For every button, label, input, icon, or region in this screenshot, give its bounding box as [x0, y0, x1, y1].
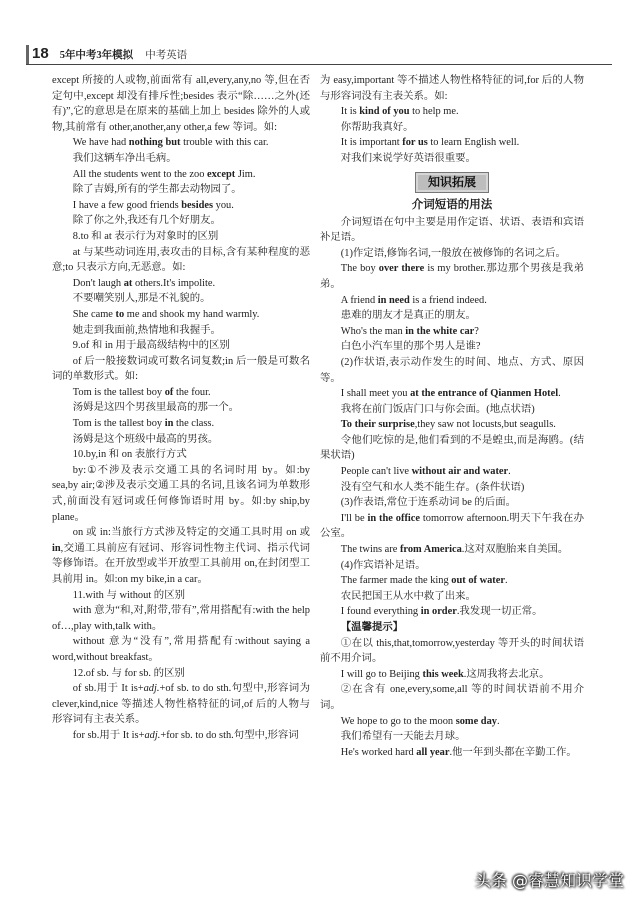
text-run: is my brother.那边那个男孩是我弟弟。 — [320, 263, 585, 290]
text-run: I found everything — [340, 606, 421, 618]
bold-text-run: in order — [420, 606, 457, 618]
paragraph — [320, 386, 584, 402]
paragraph — [320, 151, 584, 167]
paragraph — [320, 745, 584, 761]
paragraph — [52, 400, 310, 416]
text-run: +for sb. to do sth.句型中,形容词 — [160, 729, 299, 741]
text-run: 11.with 与 without 的区别 — [72, 589, 185, 601]
paragraph — [320, 573, 584, 589]
text-run: (3)作表语,常位于连系动词 be 的后面。 — [340, 497, 516, 509]
text-run: on 或 in:当旅行方式涉及特定的交通工具时用 on 或 — [72, 527, 310, 539]
text-run: with 意为“和,对,附带,带有”,常用搭配有:with the help of…,play with,talk with。 — [52, 605, 310, 632]
text-run: 介词短语在句中主要是用作定语、状语、表语和宾语补足语。 — [320, 216, 584, 244]
bold-text-run: at — [123, 277, 133, 289]
text-run: Tom is the tallest boy — [72, 418, 165, 430]
text-run: 为 easy,important 等不描述人物性格特征的词,for 后的人物与形容词没有主表关系。如: — [320, 75, 584, 102]
continued-paragraph — [320, 73, 584, 104]
book-series-title: 5年中考3年模拟 — [59, 50, 134, 61]
bold-text-run: at the entrance of Qianmen Hotel — [410, 388, 559, 400]
text-run: .这周我将去北京。 — [463, 668, 550, 680]
text-run: ②在含有 one,every,some,all 等的时间状语前不用介词。 — [320, 684, 584, 711]
text-run: you. — [213, 199, 234, 211]
paragraph — [320, 215, 584, 246]
paragraph — [52, 182, 310, 198]
paragraph — [52, 432, 310, 448]
paragraph — [320, 542, 584, 558]
subsection-heading — [52, 447, 310, 463]
paragraph — [52, 634, 310, 665]
text-run: Don't laugh — [72, 277, 124, 289]
paragraph — [320, 682, 584, 713]
text-run: 汤姆是这四个男孩里最高的那一个。 — [72, 402, 240, 414]
bold-text-run: in — [52, 542, 61, 554]
paragraph — [52, 135, 310, 151]
paragraph — [320, 667, 584, 683]
paragraph — [320, 480, 584, 496]
text-run: 我将在前门饭店门口与你会面。(地点状语) — [340, 403, 535, 415]
bold-text-run: all year — [416, 746, 450, 758]
text-run: A friend — [340, 294, 378, 306]
text-run: the four. — [173, 386, 211, 398]
paragraph — [52, 323, 310, 339]
paragraph — [320, 433, 584, 464]
paragraph — [52, 525, 310, 587]
subsection-heading — [52, 666, 310, 682]
subject-label: 中考英语 — [145, 50, 188, 61]
text-run: adj. — [144, 729, 161, 741]
subsection-heading — [52, 588, 310, 604]
text-run: .这对双胞胎来自美国。 — [461, 544, 569, 556]
watermark: 头条 @睿慧知识学堂 — [474, 871, 624, 890]
text-run: .他一年到头都在辛勤工作。 — [449, 746, 577, 758]
text-run: The farmer made the king — [340, 575, 452, 587]
text-run: 我们这辆车净出毛病。 — [72, 152, 177, 164]
paragraph — [52, 354, 310, 385]
bold-text-run: except — [207, 168, 236, 180]
paragraph — [52, 245, 310, 276]
bold-text-run: from America — [399, 544, 462, 556]
bold-text-run: besides — [181, 199, 214, 211]
text-run: It is — [340, 106, 360, 118]
text-run: 对我们来说学好英语很重要。 — [340, 152, 476, 164]
continued-paragraph — [52, 73, 310, 135]
paragraph — [320, 417, 584, 433]
text-run: . — [558, 388, 561, 400]
text-run: The twins are — [340, 544, 400, 556]
text-run: 知识拓展 — [415, 172, 489, 193]
text-run: to help me. — [409, 106, 459, 118]
text-run: 【温馨提示】 — [340, 622, 404, 633]
text-run: except 所接的人或物,前面常有 all,every,any,no 等,但在否定句中,except 却没有排斥性;besides 表示“除……之外(还有)”,它的意思是在原来的基础上加上 besides 除外的人或物,其前常有 other,another,any other,a few 等词。如: — [52, 75, 310, 133]
bold-text-run: without air and water — [411, 466, 509, 478]
text-run: It is important — [340, 137, 403, 149]
paragraph — [320, 355, 584, 386]
text-run: 8.to 和 at 表示行为对象时的区别 — [72, 230, 219, 242]
text-run: without 意为“没有”,常用搭配有:without saying a word,without breakfast。 — [52, 636, 310, 663]
paragraph — [320, 339, 584, 355]
text-run: the class. — [173, 418, 215, 430]
text-run: others.It's impolite. — [132, 277, 216, 289]
section-banner — [320, 172, 584, 193]
text-run: (2)作状语,表示动作发生的时间、地点、方式、原因等。 — [320, 356, 584, 384]
bold-text-run: in the white car — [405, 325, 475, 337]
text-run: trouble with this car. — [180, 137, 269, 149]
text-run: 没有空气和水人类不能生存。(条件状语) — [340, 481, 525, 493]
text-run: 患难的朋友才是真正的朋友。 — [340, 310, 476, 322]
text-run: . — [496, 715, 500, 727]
text-run: ,they saw not locusts,but seagulls. — [414, 419, 556, 431]
text-run: The boy — [340, 263, 379, 275]
bold-text-run: some day — [455, 715, 497, 727]
text-run: I shall meet you — [340, 388, 411, 400]
paragraph — [320, 604, 584, 620]
text-run: 我们希望有一天能去月球。 — [340, 731, 466, 743]
text-run: . — [504, 575, 508, 587]
text-run: All the students went to the zoo — [72, 168, 207, 180]
paragraph — [320, 495, 584, 511]
page-number: 18 — [26, 45, 52, 64]
text-run: People can't live — [340, 466, 412, 478]
text-run: I will go to Beijing — [340, 668, 423, 680]
tip-label — [320, 620, 584, 636]
text-run: adj. — [143, 683, 160, 695]
bold-text-run: for us — [402, 137, 428, 149]
bold-text-run: To their surprise — [340, 419, 415, 431]
text-run: Tom is the tallest boy — [72, 386, 165, 398]
paragraph — [52, 681, 310, 728]
paragraph — [52, 416, 310, 432]
paragraph — [52, 151, 310, 167]
text-run: +of sb. to do sth.句型中,形容词为 clever,kind,nice 等描述人物性格特征的词,of 后的人物与形容词有主表关系。 — [52, 683, 310, 726]
text-run: . — [508, 466, 511, 478]
text-run: 不要嘲笑别人,那是不礼貌的。 — [72, 293, 211, 305]
page-header — [26, 44, 612, 65]
paragraph — [52, 603, 310, 634]
paragraph — [52, 167, 310, 183]
paragraph — [52, 463, 310, 525]
paragraph — [52, 385, 310, 401]
paragraph — [52, 728, 310, 744]
text-run: is a friend indeed. — [409, 294, 487, 306]
paragraph — [320, 261, 584, 292]
text-run: He's worked hard — [340, 746, 417, 758]
text-run: of 后一般接数词或可数名词复数;in 后一般是可数名词的单数形式。如: — [52, 355, 310, 383]
bold-text-run: in — [164, 418, 174, 430]
text-run: 令他们吃惊的是,他们看到的不是蝗虫,而是海鸥。(结果状语) — [320, 434, 584, 462]
text-run: at 与某些动词连用,表攻击的目标,含有某种程度的恶意;to 只表示方向,无恶意。如: — [52, 246, 310, 274]
paragraph — [320, 589, 584, 605]
paragraph — [320, 636, 584, 667]
text-run: 白色小汽车里的那个男人是谁? — [340, 341, 481, 353]
text-run: 除了吉姆,所有的学生都去动物园了。 — [72, 184, 242, 196]
paragraph — [320, 464, 584, 480]
text-run: ①在以 this,that,tomorrow,yesterday 等开头的时间状语前不用介词。 — [320, 637, 584, 665]
text-run: tomorrow afternoon.明天下午我在办公室。 — [320, 512, 584, 540]
text-run: I'll be — [340, 512, 368, 524]
paragraph — [320, 246, 584, 262]
bold-text-run: kind of you — [359, 106, 410, 118]
paragraph — [320, 135, 584, 151]
text-run: (1)作定语,修饰名词,一般放在被修饰的名词之后。 — [340, 247, 566, 259]
text-run: We have had — [72, 137, 129, 149]
paragraph — [320, 104, 584, 120]
text-run: Who's the man — [340, 325, 406, 337]
text-run: by:①不涉及表示交通工具的名词时用 by。如:by sea,by air;②涉及表示交通工具的名词,且该名词为单数形式,前面没有冠词或任何修饰语时用 by。如:by ship,by plane。 — [52, 464, 310, 523]
paragraph — [320, 729, 584, 745]
paragraph — [320, 402, 584, 418]
bold-text-run: nothing but — [128, 137, 181, 149]
right-column — [320, 73, 584, 760]
text-run: .我发现一切正常。 — [456, 606, 543, 618]
paragraph — [320, 120, 584, 136]
text-run: me and shook my hand warmly. — [124, 308, 260, 320]
paragraph — [320, 308, 584, 324]
text-run: 你帮助我真好。 — [340, 121, 414, 133]
bold-text-run: this week — [422, 668, 464, 680]
text-run: 10.by,in 和 on 表旅行方式 — [72, 449, 187, 461]
section-title — [320, 197, 584, 213]
text-run: 农民把国王从水中救了出来。 — [340, 590, 476, 602]
bold-text-run: in the office — [367, 512, 421, 524]
text-run: I have a few good friends — [72, 199, 182, 211]
paragraph — [320, 714, 584, 730]
text-run: 9.of 和 in 用于最高级结构中的区别 — [72, 340, 230, 352]
text-run: of sb.用于 It is+ — [72, 683, 144, 695]
text-run: 汤姆是这个班级中最高的男孩。 — [72, 433, 219, 445]
paragraph — [320, 558, 584, 574]
paragraph — [52, 213, 310, 229]
text-run: (4)作宾语补足语。 — [340, 559, 426, 571]
text-run: ,交通工具前应有冠词、形容词性物主代词、指示代词等修饰语。在开放型或半开放型工具前用 on,在封闭型工具前用 in。如:on my bike,in a car。 — [52, 542, 310, 585]
text-run: 她走到我面前,热情地和我握手。 — [72, 324, 221, 336]
text-run: 除了你之外,我还有几个好朋友。 — [72, 215, 221, 227]
text-run: to learn English well. — [427, 137, 520, 149]
bold-text-run: in need — [377, 294, 410, 306]
text-run: 介词短语的用法 — [411, 198, 493, 211]
paragraph — [320, 293, 584, 309]
text-run: ? — [474, 325, 479, 337]
subsection-heading — [52, 338, 310, 354]
paragraph — [52, 276, 310, 292]
left-column — [52, 73, 310, 744]
bold-text-run: to — [115, 308, 125, 320]
text-run: We hope to go to the moon — [340, 715, 456, 727]
text-run: Jim. — [235, 168, 256, 180]
text-run: She came — [72, 308, 116, 320]
paragraph — [320, 324, 584, 340]
bold-text-run: over there — [378, 263, 425, 275]
paragraph — [320, 511, 584, 542]
subsection-heading — [52, 229, 310, 245]
bold-text-run: out of water — [451, 575, 505, 587]
text-run: for sb.用于 It is+ — [72, 729, 145, 741]
paragraph — [52, 291, 310, 307]
paragraph — [52, 198, 310, 214]
bold-text-run: of — [164, 386, 174, 398]
paragraph — [52, 307, 310, 323]
text-run: 12.of sb. 与 for sb. 的区别 — [72, 667, 185, 679]
